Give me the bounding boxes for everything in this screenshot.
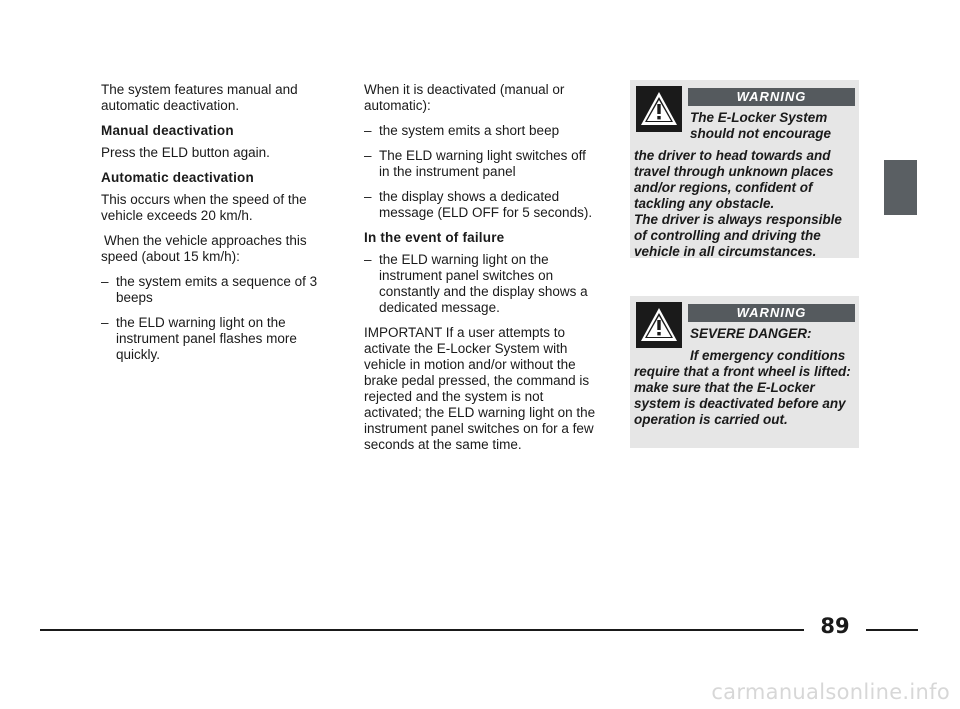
warning-body-text: the driver to head towards and travel through unknown places and/or regions, confident of tackling any obstacle.: [634, 148, 834, 211]
warning-heading: The E-Locker System should not encourage: [690, 110, 832, 141]
footer-rule-left: [40, 629, 804, 631]
section-tab-marker: [884, 160, 917, 215]
warning-box-severe-danger: [630, 296, 859, 448]
failure-heading: In the event of failure: [364, 230, 505, 245]
intro-text: The system features manual and automatic deactivation.: [101, 82, 298, 113]
automatic-deactivation-text: This occurs when the speed of the vehicle exceeds 20 km/h.: [101, 192, 307, 223]
list-item: – the display shows a dedicated message (ELD OFF for 5 seconds).: [364, 189, 593, 220]
warning-body: [634, 148, 855, 260]
warning-body: [634, 348, 855, 428]
warning-heading: SEVERE DANGER:: [690, 326, 812, 341]
left-column: [101, 82, 323, 372]
warning-box-e-locker: [630, 80, 859, 258]
automatic-deactivation-heading: Automatic deactivation: [101, 170, 254, 185]
manual-deactivation-text: Press the ELD button again.: [101, 145, 270, 160]
manual-deactivation-heading: Manual deactivation: [101, 123, 234, 138]
warning-triangle-icon: [636, 86, 682, 132]
warning-body-responsibility: The driver is always responsible of controlling and driving the vehicle in all circumstances.: [634, 212, 842, 259]
warning-body-text: require that a front wheel is lifted: make sure that the E-Locker system is deactivated before any operation is carried out.: [634, 364, 851, 427]
footer-rule-right: [866, 629, 918, 631]
page-number: 89: [820, 614, 850, 638]
list-item: – the system emits a sequence of 3 beeps: [101, 274, 318, 305]
warning-label: WARNING: [688, 304, 855, 322]
warning-label: WARNING: [688, 88, 855, 106]
list-item: – the ELD warning light on the instrument panel flashes more quickly.: [101, 315, 297, 362]
important-text: IMPORTANT If a user attempts to activate the E-Locker System with vehicle in motion and/or without the brake pedal pressed, the command is rejected and the system is not activated; the ELD warning light on the instrument panel switches on for a few seconds at the same time.: [364, 325, 596, 452]
deactivated-intro-text: When it is deactivated (manual or automatic):: [364, 82, 565, 113]
list-item: – the ELD warning light on the instrument panel switches on constantly and the display shows a dedicated message.: [364, 252, 588, 315]
middle-column: [364, 82, 600, 462]
watermark-text: carmanualsonline.info: [711, 680, 950, 704]
list-item: – The ELD warning light switches off in the instrument panel: [364, 148, 586, 179]
warning-triangle-icon: [636, 302, 682, 348]
approach-speed-text: When the vehicle approaches this speed (about 15 km/h):: [101, 233, 307, 264]
warning-lead-text: If emergency conditions: [690, 348, 846, 363]
list-item: – the system emits a short beep: [364, 123, 560, 138]
